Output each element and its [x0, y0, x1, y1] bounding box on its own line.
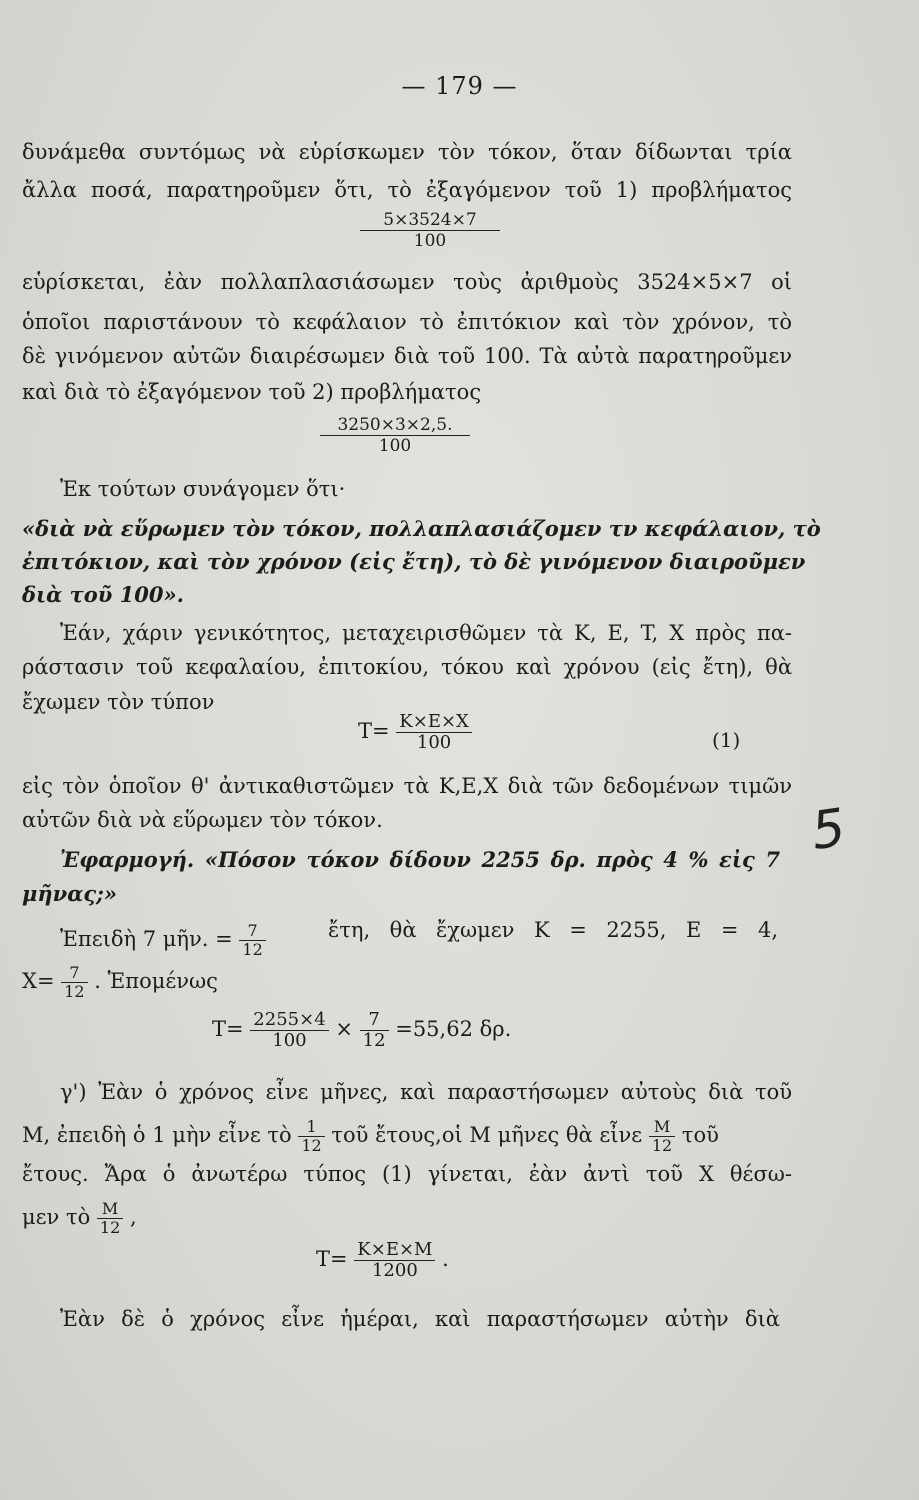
text-line: αὐτῶν διὰ νὰ εὕρωμεν τὸν τόκον. — [22, 808, 383, 832]
fraction-denominator: 1200 — [371, 1260, 418, 1281]
fraction-denominator: 100 — [378, 436, 412, 456]
rule-statement-line: ἐπιτόκιον, καὶ τὸν χρόνον (εἰς ἔτη), τὸ δὲ γινόμενον διαιροῦμεν — [22, 549, 806, 574]
times-sign: × — [335, 1017, 353, 1041]
formula-fraction — [396, 712, 472, 753]
formula-months — [316, 1240, 449, 1281]
fraction-1 — [360, 210, 500, 251]
fraction-m-12 — [649, 1118, 675, 1155]
rule-statement-line: διὰ τοῦ 100». — [22, 582, 184, 607]
application-heading: Ἐφαρμογή. «Πόσον τόκον δίδουν 2255 δρ. πρὸς 4 % εἰς 7 — [60, 847, 780, 872]
text-line: ἄλλα ποσά, παρατηροῦμεν ὅτι, τὸ ἐξαγόμενον τοῦ 1) προβλήματος — [22, 178, 792, 202]
fraction-denominator: 12 — [242, 940, 263, 959]
fraction-numerator: M — [649, 1118, 675, 1137]
text-line: δὲ γινόμενον αὐτῶν διαιρέσωμεν διὰ τοῦ 100. Τὰ αὐτὰ παρατηροῦμεν — [22, 344, 792, 368]
fraction-numerator: 7 — [360, 1010, 389, 1031]
text-fragment: . — [442, 1247, 449, 1271]
rule-statement-line: «διὰ νὰ εὕρωμεν τὸν τόκον, πολλαπλασιάζομεν τν κεφάλαιον, τὸ — [22, 516, 821, 541]
fraction-m-12 — [97, 1200, 123, 1237]
fraction-denominator: 12 — [651, 1136, 673, 1155]
fraction-denominator: 12 — [99, 1218, 121, 1237]
formula-application — [212, 1010, 511, 1051]
fraction-numerator: 7 — [239, 922, 265, 941]
formula-lhs: T= — [212, 1017, 244, 1041]
fraction-numerator: 5×3524×7 — [360, 210, 500, 231]
fraction-1-12 — [298, 1118, 324, 1155]
text-line — [22, 1118, 792, 1155]
fraction-7-12 — [61, 964, 87, 1001]
text-fragment: τοῦ ἔτους,οἱ M μῆνες θὰ εἶνε — [331, 1123, 643, 1147]
fraction-denominator: 12 — [64, 982, 85, 1001]
fraction-denominator: 12 — [362, 1030, 386, 1051]
text-fragment: Ἐπειδὴ 7 μῆν. = — [60, 927, 233, 951]
fraction-numerator: 7 — [61, 964, 87, 983]
text-fragment: , — [129, 1205, 137, 1229]
text-line: καὶ διὰ τὸ ἐξαγόμενον τοῦ 2) προβλήματος — [22, 380, 482, 404]
text-line: εἰς τὸν ὁποῖον θ' ἀντικαθιστῶμεν τὰ K,E,X διὰ τῶν δεδομένων τιμῶν — [22, 774, 792, 798]
text-line — [60, 922, 266, 959]
text-line: ράστασιν τοῦ κεφαλαίου, ἐπιτοκίου, τόκου καὶ χρόνου (εἰς ἔτη), θὰ — [22, 655, 792, 679]
text-line — [22, 1200, 137, 1237]
text-line: γ') Ἐὰν ὁ χρόνος εἶνε μῆνες, καὶ παραστήσωμεν αὐτοὺς διὰ τοῦ — [60, 1080, 792, 1104]
handwritten-margin-note: 5 — [807, 797, 850, 863]
formula-fraction — [354, 1240, 435, 1281]
fraction-numerator: 2255×4 — [250, 1010, 328, 1031]
text-line: Ἐκ τούτων συνάγομεν ὅτι· — [60, 477, 346, 501]
formula-lhs: T= — [316, 1247, 348, 1271]
fraction-numerator: K×E×X — [396, 712, 472, 733]
text-fragment: τοῦ — [681, 1123, 719, 1147]
text-line: εὑρίσκεται, ἐὰν πολλαπλασιάσωμεν τοὺς ἀριθμοὺς 3524×5×7 οἱ — [22, 270, 792, 294]
fraction-denominator: 100 — [272, 1030, 307, 1051]
page-number: — 179 — — [401, 72, 518, 100]
fraction-denominator: 100 — [413, 231, 447, 251]
formula-1 — [358, 712, 472, 753]
text-fragment: . Ἑπομένως — [94, 969, 218, 993]
formula-fraction — [360, 1010, 389, 1051]
text-line: ἔχωμεν τὸν τύπον — [22, 690, 215, 714]
equation-number: (1) — [712, 728, 741, 752]
text-fragment: X= — [22, 969, 55, 993]
text-fragment: μεν τὸ — [22, 1205, 91, 1229]
fraction-numerator: K×E×M — [354, 1240, 435, 1261]
fraction-numerator: 1 — [298, 1118, 324, 1137]
fraction-denominator: 12 — [301, 1136, 322, 1155]
fraction-denominator: 100 — [416, 732, 452, 753]
text-line — [22, 964, 218, 1001]
text-line: μῆνας;» — [22, 881, 118, 906]
text-fragment: M, ἐπειδὴ ὁ 1 μὴν εἶνε τὸ — [22, 1123, 292, 1147]
text-line: δυνάμεθα συντόμως νὰ εὑρίσκωμεν τὸν τόκον, ὅταν δίδωνται τρία — [22, 140, 792, 164]
formula-lhs: T= — [358, 719, 390, 743]
text-line: Ἐάν, χάριν γενικότητος, μεταχειρισθῶμεν τὰ K, E, T, X πρὸς πα- — [60, 621, 792, 645]
formula-fraction — [250, 1010, 328, 1051]
fraction-7-12 — [239, 922, 265, 959]
text-line: ἔτους. Ἄρα ὁ ἀνωτέρω τύπος (1) γίνεται, ἐὰν ἀντὶ τοῦ X θέσω- — [22, 1162, 792, 1186]
fraction-2 — [320, 415, 470, 456]
text-line: Ἐὰν δὲ ὁ χρόνος εἶνε ἡμέραι, καὶ παραστήσωμεν αὐτὴν διὰ — [60, 1307, 780, 1331]
formula-result: =55,62 δρ. — [395, 1017, 512, 1041]
fraction-numerator: M — [97, 1200, 123, 1219]
text-line: ὁποῖοι παριστάνουν τὸ κεφάλαιον τὸ ἐπιτόκιον καὶ τὸν χρόνον, τὸ — [22, 310, 792, 334]
fraction-numerator: 3250×3×2,5. — [320, 415, 470, 436]
text-line: ἔτη, θὰ ἔχωμεν K = 2255, E = 4, — [328, 918, 778, 942]
